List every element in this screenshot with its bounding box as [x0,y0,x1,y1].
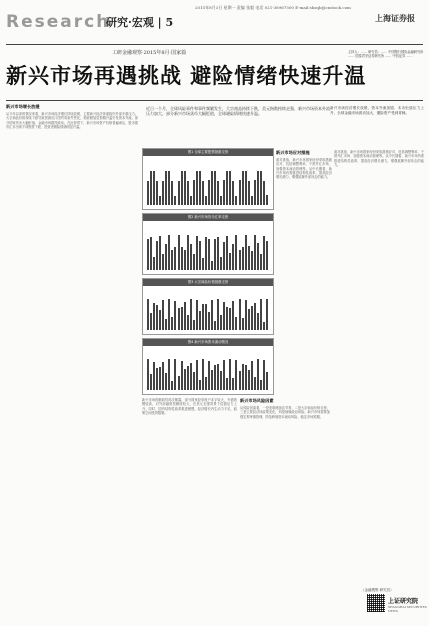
chart-texture-bar [235,235,237,270]
chart-texture-bar [211,370,213,390]
chart-texture-bar [251,361,253,390]
chart-texture-bar [181,361,183,390]
chart-texture-bar [187,235,189,270]
chart-texture-bar [229,253,231,270]
chart-texture-bar [159,196,161,205]
chart-texture-bar [156,241,158,270]
chart-texture-bar [171,317,173,330]
chart-texture-bar [208,180,210,205]
chart-1 [142,148,274,210]
chart-texture-bar [150,374,152,390]
chart-texture-bar [178,181,180,205]
chart-texture-bar [214,171,216,205]
masthead-rule [6,44,423,45]
byline-tag: （金融观察 研究员） [361,588,394,592]
section-title: 研究·宏观 | 5 [106,16,174,29]
editors-box: 主持人：…… 研究员：…… 中国银行国际金融研究所 …… 国泰君安证券研究所 …… 中信证券 …… [348,50,424,59]
chart-texture-bar [159,310,161,330]
column-2: 新兴市场的脆弱性再次暴露，部分国家经常账户赤字较大，外债规模较高，对外部融资依赖度较大，在美元走强背景下偿债压力上升。同时，国内结构性改革推进缓慢，经济增长内生动力不足，政策空间受到限制。 [142,398,237,415]
chart-4-bars [147,351,269,390]
chart-texture-bar [257,359,259,390]
chart-texture-bar [208,312,210,330]
chart-texture-bar [242,318,244,330]
chart-texture-bar [220,196,222,205]
chart-texture-bar [226,378,228,390]
chart-texture-bar [251,251,253,270]
chart-texture-bar [162,181,164,205]
chart-texture-bar [214,365,216,390]
issue-meta: 2015年8月3日 星期一 责编 张毅 电话 021-38967500 E-mail:shzqb@cnstock.com [195,5,351,10]
chart-texture-bar [184,369,186,390]
qr-code-icon [367,594,385,612]
chart-texture-bar [266,372,268,390]
chart-texture-bar [254,303,256,330]
chart-texture-bar [196,360,198,390]
lead-paragraph: 近日一个月，全球风险事件和事件频繁发生，大宗商品持续下跌，美元指数持续走强，新兴市场资本外流压力加大，部分新兴市场货币大幅贬值，全球避险情绪快速升温。 [146,106,330,116]
chart-4 [142,338,274,395]
chart-texture-bar [147,299,149,330]
chart-texture-bar [257,313,259,330]
chart-texture-bar [156,181,158,205]
chart-texture-bar [214,321,216,330]
chart-texture-bar [174,247,176,270]
chart-texture-bar [205,377,207,390]
chart-texture-bar [239,180,241,205]
masthead [0,0,429,44]
chart-texture-bar [226,171,228,205]
chart-texture-bar [187,315,189,330]
chart-texture-bar [211,171,213,205]
chart-texture-bar [223,242,225,270]
chart-texture-bar [193,372,195,390]
chart-texture-bar [199,311,201,330]
chart-texture-bar [263,236,265,270]
chart-texture-bar [162,254,164,270]
chart-texture-bar [147,181,149,205]
chart-2 [142,213,274,275]
chart-texture-bar [226,307,228,331]
chart-texture-bar [156,368,158,390]
chart-2-title: 图2 新兴市场货币汇率走势 [143,214,273,221]
chart-3-title: 图3 大宗商品价格指数走势 [143,279,273,286]
chart-3 [142,278,274,335]
chart-texture-bar [242,247,244,270]
chart-texture-bar [165,373,167,390]
chart-texture-bar [190,244,192,270]
chart-texture-bar [162,300,164,330]
chart-texture-bar [239,371,241,390]
chart-texture-bar [260,299,262,330]
chart-1-title: 图1 全球主要股票指数走势 [143,149,273,156]
chart-texture-bar [235,360,237,390]
chart-texture-bar [153,362,155,390]
chart-texture-bar [266,195,268,205]
chart-texture-bar [239,250,241,270]
chart-texture-bar [257,171,259,205]
chart-texture-bar [153,171,155,205]
chart-texture-bar [208,361,210,390]
column-4: 面对挑战，新兴市场国家纷纷采取措施应对，包括调整利率、干预外汇市场、加强资本流动管理等。从中长期看，新兴市场仍需推进结构性改革，提高经济增长潜力，增强抵御外部冲击的能力。 [276,158,332,180]
chart-texture-bar [171,250,173,270]
institute-logo-subtitle: SHANGHAI SECURITIES NEWS [388,605,427,613]
chart-texture-bar [165,319,167,330]
chart-texture-bar [245,171,247,205]
chart-texture-bar [159,236,161,270]
chart-texture-bar [202,181,204,205]
chart-texture-bar [223,302,225,330]
chart-texture-bar [223,180,225,205]
chart-texture-bar [220,257,222,270]
chart-texture-bar [202,258,204,270]
chart-texture-bar [187,181,189,205]
kicker: 工研金融观察·2015年8月·国家篇 [112,50,187,56]
institute-logo: 上证研究院 [388,598,419,605]
chart-texture-bar [181,171,183,205]
column-5: 面对挑战，新兴市场国家纷纷采取措施应对，包括调整利率、干预外汇市场、加强资本流动管理等。从中长期看，新兴市场仍需推进结构性改革，提高经济增长潜力，增强抵御外部冲击的能力。 [334,150,424,167]
chart-texture-bar [199,241,201,270]
chart-texture-bar [220,315,222,330]
chart-texture-bar [208,239,210,270]
col4-heading: 新兴市场应对措施 [276,150,310,155]
chart-texture-bar [248,309,250,330]
chart-texture-bar [181,307,183,330]
chart-texture-bar [235,317,237,330]
chart-texture-bar [196,300,198,330]
chart-texture-bar [165,244,167,270]
chart-texture-bar [217,299,219,330]
chart-texture-bar [159,367,161,390]
chart-texture-bar [251,306,253,330]
paper-name: 上海证券报 [375,13,415,23]
chart-texture-bar [245,365,247,390]
chart-texture-bar [205,304,207,330]
chart-texture-bar [232,244,234,270]
chart-texture-bar [193,180,195,205]
headline: 新兴市场再遇挑战 避险情绪快速升温 [6,63,367,88]
chart-texture-bar [260,171,262,205]
chart-texture-bar [190,299,192,330]
chart-texture-bar [156,305,158,330]
chart-texture-bar [184,171,186,205]
chart-texture-bar [150,171,152,205]
chart-texture-bar [226,236,228,270]
chart-texture-bar [171,181,173,205]
chart-texture-bar [150,313,152,330]
chart-texture-bar [245,235,247,270]
chart-texture-bar [202,304,204,330]
chart-texture-bar [242,171,244,205]
chart-texture-bar [217,181,219,205]
chart-texture-bar [223,360,225,390]
chart-texture-bar [220,371,222,390]
chart-texture-bar [235,196,237,205]
chart-texture-bar [181,247,183,270]
chart-texture-bar [174,301,176,330]
chart-texture-bar [217,364,219,390]
chart-texture-bar [174,359,176,390]
chart-texture-bar [232,181,234,205]
chart-texture-bar [266,299,268,330]
chart-texture-bar [147,359,149,390]
chart-texture-bar [214,239,216,270]
column-3: 从风险因素看，一是美联储加息节奏，二是大宗商品价格走势，三是主要经济体政策变化，四是地缘政治风险。新兴市场需要加强宏观审慎管理，防范跨境资本流动风险，稳定市场预期。 [240,406,330,419]
column-1: 从今年以来的情况来看，新兴市场经济增长持续放缓，主要新兴经济体面临内外部多重压力。大宗商品价格持续下跌导致资源出口国贸易条件恶化，美联储加息预期升温引发资本外流，部分国家货币大幅贬值，金融市场剧烈波动。在此背景下，新兴市场资产价格普遍承压，股市债市汇市出现不同程度下跌，投资者避险情绪明显升温。 [6,112,138,129]
chart-texture-bar [153,303,155,330]
chart-texture-bar [232,378,234,390]
col3-heading: 新兴市场风险因素 [240,398,274,403]
chart-texture-bar [239,299,241,330]
chart-texture-bar [171,381,173,390]
chart-texture-bar [254,377,256,390]
chart-texture-bar [217,237,219,270]
chart-texture-bar [229,171,231,205]
chart-texture-bar [199,171,201,205]
chart-texture-bar [263,181,265,205]
chart-texture-bar [248,370,250,390]
chart-texture-bar [190,363,192,390]
chart-texture-bar [178,376,180,390]
chart-texture-bar [229,308,231,330]
chart-texture-bar [178,308,180,330]
chart-texture-bar [205,237,207,270]
chart-texture-bar [168,359,170,390]
chart-1-bars [147,161,269,205]
chart-texture-bar [257,243,259,270]
chart-texture-bar [245,300,247,330]
chart-texture-bar [260,254,262,270]
chart-texture-bar [254,180,256,205]
chart-3-bars [147,291,269,330]
chart-texture-bar [254,235,256,270]
chart-texture-bar [248,246,250,270]
chart-texture-bar [196,236,198,270]
chart-texture-bar [168,299,170,330]
chart-4-title: 图4 新兴市场资本流动情况 [143,339,273,346]
chart-texture-bar [153,257,155,270]
chart-texture-bar [168,171,170,205]
headline-rule [6,100,423,101]
chart-texture-bar [229,359,231,390]
chart-texture-bar [232,301,234,330]
chart-texture-bar [263,322,265,330]
chart-texture-bar [202,359,204,390]
chart-texture-bar [184,302,186,330]
chart-2-bars [147,226,269,270]
chart-texture-bar [162,362,164,390]
chart-texture-bar [184,250,186,270]
chart-texture-bar [248,181,250,205]
chart-texture-bar [178,235,180,270]
chart-texture-bar [165,171,167,205]
chart-texture-bar [150,237,152,270]
chart-texture-bar [199,380,201,390]
chart-texture-bar [196,171,198,205]
chart-texture-bar [263,360,265,390]
col1-heading: 新兴市场增长放缓 [6,104,40,109]
chart-texture-bar [193,320,195,330]
chart-texture-bar [211,261,213,270]
chart-texture-bar [242,364,244,390]
chart-texture-bar [174,196,176,205]
chart-texture-bar [190,196,192,205]
chart-texture-bar [147,239,149,270]
chart-texture-bar [266,241,268,270]
chart-texture-bar [260,380,262,390]
chart-texture-bar [187,366,189,390]
lead-side-paragraph: 新兴市场经济增长放缓，资本外流加剧，本币贬值压力上升，全球金融市场波动加大，避险资产受到青睐。 [330,106,424,115]
chart-texture-bar [168,235,170,270]
chart-texture-bar [251,196,253,205]
chart-texture-bar [211,300,213,330]
chart-texture-bar [205,196,207,205]
brand-wordmark: Research [6,12,111,32]
chart-texture-bar [193,254,195,270]
